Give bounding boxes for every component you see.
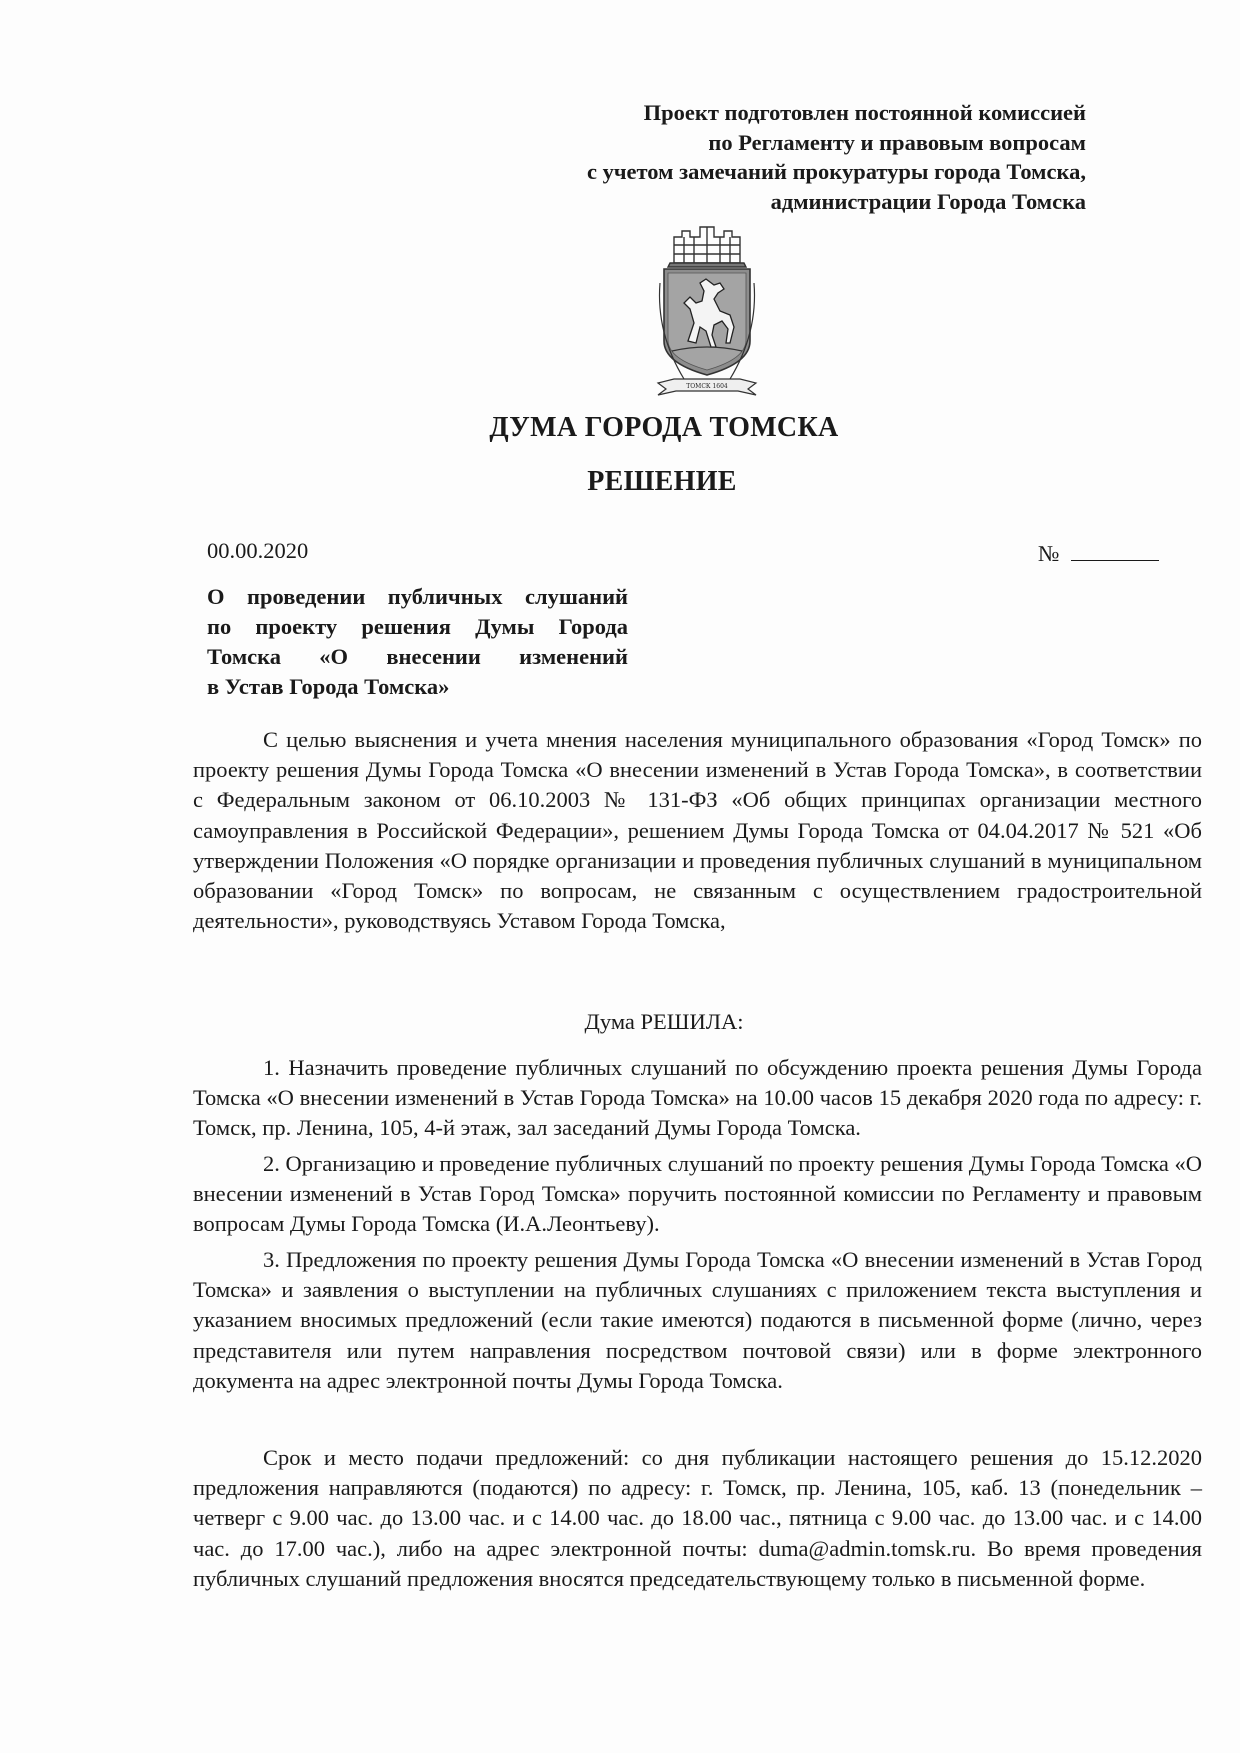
- resolved-heading: Дума РЕШИЛА:: [584, 1009, 744, 1034]
- coat-of-arms-icon: [654, 223, 760, 397]
- decision-item-2: 2. Организацию и проведение публичных слушаний по проекту решения Думы Города Томска «О внесении изменений в Устав Город Томска» поручить постоянной комиссии по Регламенту и правовым вопросам Думы Города Томска (И.А.Леонтьеву).: [193, 1151, 1202, 1237]
- number-blank-line: [1071, 540, 1159, 561]
- header-note-line: Проект подготовлен постоянной комиссией: [643, 100, 1086, 125]
- subject-line: по проекту решения Думы Города: [207, 614, 628, 639]
- decision-item-3: 3. Предложения по проекту решения Думы Города Томска «О внесении изменений в Устав Город Томска» и заявления о выступлении на публичных слушаниях с приложением текста выступления и указанием вносимых предложений (если такие имеются) подаются в письменной форме (лично, через представителя или путем направления посредством почтовой связи) или в форме электронного документа на адрес электронной почты Думы Города Томска.: [193, 1247, 1202, 1393]
- decision-item-1: 1. Назначить проведение публичных слушаний по обсуждению проекта решения Думы Города Томска «О внесении изменений в Устав Города Томска» на 10.00 часов 15 декабря 2020 года по адресу: г. Томск, пр. Ленина, 105, 4-й этаж, зал заседаний Думы Города Томска.: [193, 1055, 1202, 1141]
- council-title: ДУМА ГОРОДА ТОМСКА: [489, 412, 839, 443]
- subject-line: О проведении публичных слушаний: [207, 584, 628, 609]
- submission-terms-paragraph: Срок и место подачи предложений: со дня публикации настоящего решения до 15.12.2020 предложения направляются (подаются) по адресу: г. Томск, пр. Ленина, 105, каб. 13 (понедельник – четверг с 9.00 час. до 13.00 час. и с 14.00 час. до 18.00 час., пятница с 9.00 час. до 13.00 час. и с 14.00 час. до 17.00 час.), либо на адрес электронной почты: duma@admin.tomsk.ru. Во время проведения публичных слушаний предложения вносятся председательствующему только в письменной форме.: [193, 1445, 1202, 1591]
- subject-line: в Устав Города Томска»: [207, 674, 450, 699]
- preamble-paragraph: С целью выяснения и учета мнения населения муниципального образования «Город Томск» по проекту решения Думы Города Томска «О внесении изменений в Устав Города Томска», в соответствии с Федеральным законом от 06.10.2003 № 131-ФЗ «Об общих принципах организации местного самоуправления в Российской Федерации», решением Думы Города Томска от 04.04.2017 № 521 «Об утверждении Положения «О порядке организации и проведения публичных слушаний в муниципальном образовании «Город Томск» по вопросам, не связанным с осуществлением градостроительной деятельности», руководствуясь Уставом Города Томска,: [193, 727, 1202, 934]
- header-note-line: администрации Города Томска: [770, 188, 1086, 214]
- header-note-line: по Регламенту и правовым вопросам: [708, 129, 1086, 155]
- number-label: №: [1038, 541, 1060, 566]
- decision-subject: [207, 582, 628, 702]
- document-date: 00.00.2020: [207, 538, 309, 563]
- subject-line: Томска «О внесении изменений: [207, 644, 628, 669]
- draft-header-note: [587, 98, 1086, 216]
- document-number: [1038, 540, 1159, 567]
- header-note-line: с учетом замечаний прокуратуры города Томска,: [587, 159, 1086, 184]
- document-type: РЕШЕНИЕ: [587, 466, 737, 497]
- ribbon-text: ТОМСК 1604: [686, 383, 728, 390]
